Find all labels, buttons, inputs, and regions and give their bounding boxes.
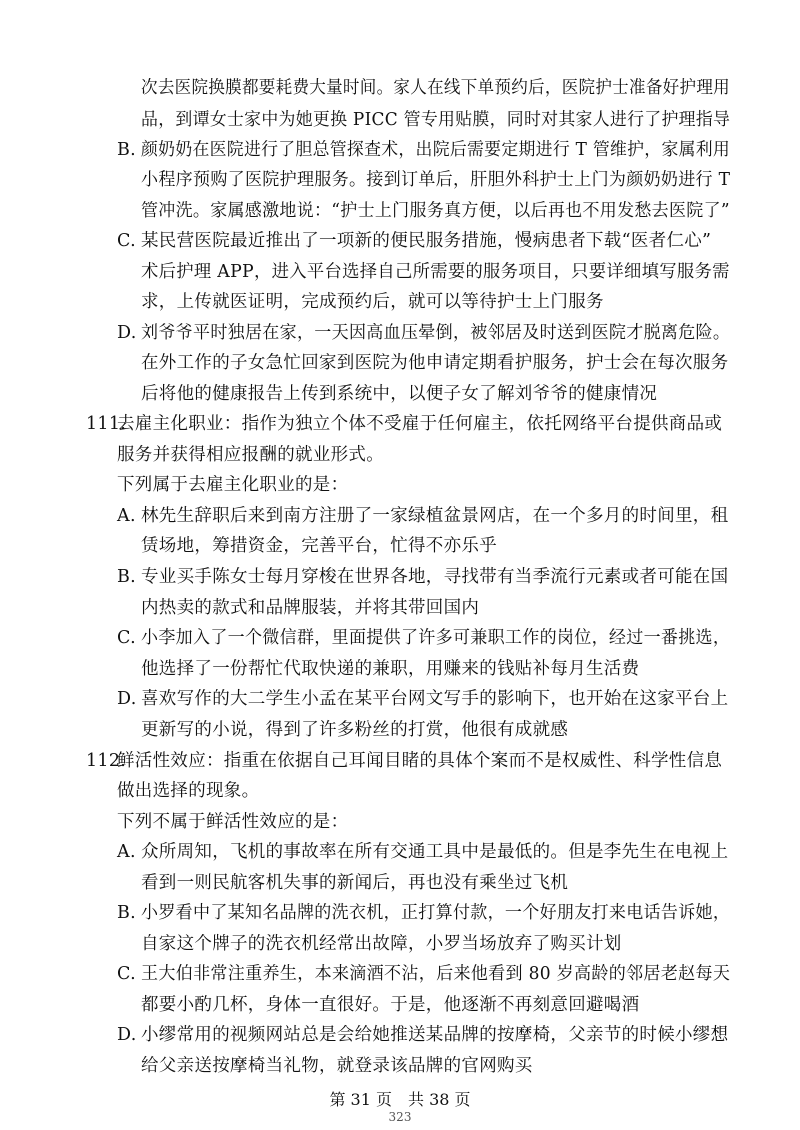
q112-option-c-line-1: 王大伯非常注重养生，本来滴酒不沾，后来他看到 80 岁高龄的邻居老赵每天 <box>141 964 731 984</box>
q110-option-d-line-1: 刘爷爷平时独居在家，一天因高血压晕倒，被邻居及时送到医院才脱离危险。 <box>141 323 731 343</box>
q112-definition-line-1: 鲜活性效应：指重在依据自己耳闻目睹的具体个案而不是权威性、科学性信息 <box>117 751 723 771</box>
q112-option-b-line-1: 小罗看中了某知名品牌的洗衣机，正打算付款，一个好朋友打来电话告诉她， <box>141 903 731 923</box>
page-number: 323 <box>388 1110 412 1124</box>
q111-option-d-label: D. <box>117 689 137 709</box>
q112-option-c-line-2: 都要小酌几杯，身体一直很好。于是，他逐渐不再刻意回避喝酒 <box>141 995 640 1015</box>
q111-definition-line-1: 去雇主化职业：指作为独立个体不受雇于任何雇主，依托网络平台提供商品或 <box>117 414 723 434</box>
page-footer: 第 31 页 共 38 页 <box>329 1090 471 1109</box>
q111-option-d-line-1: 喜欢写作的大二学生小孟在某平台网文写手的影响下，也开始在这家平台上 <box>141 689 729 709</box>
continuation-line-2: 品，到谭女士家中为她更换 PICC 管专用贴膜，同时对其家人进行了护理指导 <box>141 110 731 130</box>
q111-option-b-label: B. <box>117 567 137 587</box>
q112-option-d-label: D. <box>117 1025 137 1045</box>
q110-option-d-label: D. <box>117 323 137 343</box>
q112-option-b-label: B. <box>117 903 137 923</box>
q110-option-c-line-2: 术后护理 APP，进入平台选择自己所需要的服务项目，只要详细填写服务需 <box>141 262 730 282</box>
q111-option-d-line-2: 更新写的小说，得到了许多粉丝的打赏，他很有成就感 <box>141 720 569 740</box>
q111-option-b-line-1: 专业买手陈女士每月穿梭在世界各地，寻找带有当季流行元素或者可能在国 <box>141 567 729 587</box>
q110-option-c-line-1: 某民营医院最近推出了一项新的便民服务措施，慢病患者下载“医者仁心” <box>141 231 712 251</box>
q112-definition-line-2: 做出选择的现象。 <box>117 781 260 801</box>
q111-number: 111. <box>86 414 127 434</box>
q111-option-c-label: C. <box>117 628 136 648</box>
q110-option-d-line-2: 在外工作的子女急忙回家到医院为他申请定期看护服务，护士会在每次服务 <box>141 353 729 373</box>
q112-option-c-label: C. <box>117 964 136 984</box>
q112-prompt: 下列不属于鲜活性效应的是： <box>117 812 349 832</box>
q112-option-d-line-2: 给父亲送按摩椅当礼物，就登录该品牌的官网购买 <box>141 1056 533 1076</box>
q111-option-c-line-2: 他选择了一份帮忙代取快递的兼职，用赚来的钱贴补每月生活费 <box>141 659 640 679</box>
q111-option-a-label: A. <box>117 506 136 526</box>
q112-option-b-line-2: 自家这个牌子的洗衣机经常出故障，小罗当场放弃了购买计划 <box>141 934 622 954</box>
q111-option-b-line-2: 内热卖的款式和品牌服装，并将其带回国内 <box>141 598 480 618</box>
q110-option-b-line-2: 小程序预购了医院护理服务。接到订单后，肝胆外科护士上门为颜奶奶进行 T <box>141 170 731 190</box>
q110-option-c-label: C. <box>117 231 136 251</box>
continuation-line-1: 次去医院换膜都要耗费大量时间。家人在线下单预约后，医院护士准备好护理用 <box>141 78 730 98</box>
q111-option-c-line-1: 小李加入了一个微信群，里面提供了许多可兼职工作的岗位，经过一番挑选， <box>141 628 731 648</box>
q112-option-d-line-1: 小缪常用的视频网站总是会给她推送某品牌的按摩椅，父亲节的时候小缪想 <box>141 1025 729 1045</box>
q111-prompt: 下列属于去雇主化职业的是： <box>117 475 349 495</box>
q110-option-c-line-3: 求，上传就医证明，完成预约后，就可以等待护士上门服务 <box>141 292 604 312</box>
q110-option-b-label: B. <box>117 140 137 160</box>
q111-definition-line-2: 服务并获得相应报酬的就业形式。 <box>117 445 384 465</box>
q112-option-a-line-2: 看到一则民航客机失事的新闻后，再也没有乘坐过飞机 <box>141 873 569 893</box>
q110-option-d-line-3: 后将他的健康报告上传到系统中，以便子女了解刘爷爷的健康情况 <box>141 384 658 404</box>
q112-option-a-line-1: 众所周知，飞机的事故率在所有交通工具中是最低的。但是李先生在电视上 <box>141 842 729 862</box>
q110-option-b-line-1: 颜奶奶在医院进行了胆总管探查术，出院后需要定期进行 T 管维护，家属利用 <box>141 140 731 160</box>
q112-option-a-label: A. <box>117 842 136 862</box>
q110-option-b-line-3: 管冲洗。家属感激地说：“护士上门服务真方便，以后再也不用发愁去医院了” <box>141 201 730 221</box>
q111-option-a-line-2: 赁场地，筹措资金，完善平台，忙得不亦乐乎 <box>141 536 497 556</box>
q111-option-a-line-1: 林先生辞职后来到南方注册了一家绿植盆景网店，在一个多月的时间里，租 <box>141 506 729 526</box>
q112-number: 112. <box>86 751 127 771</box>
